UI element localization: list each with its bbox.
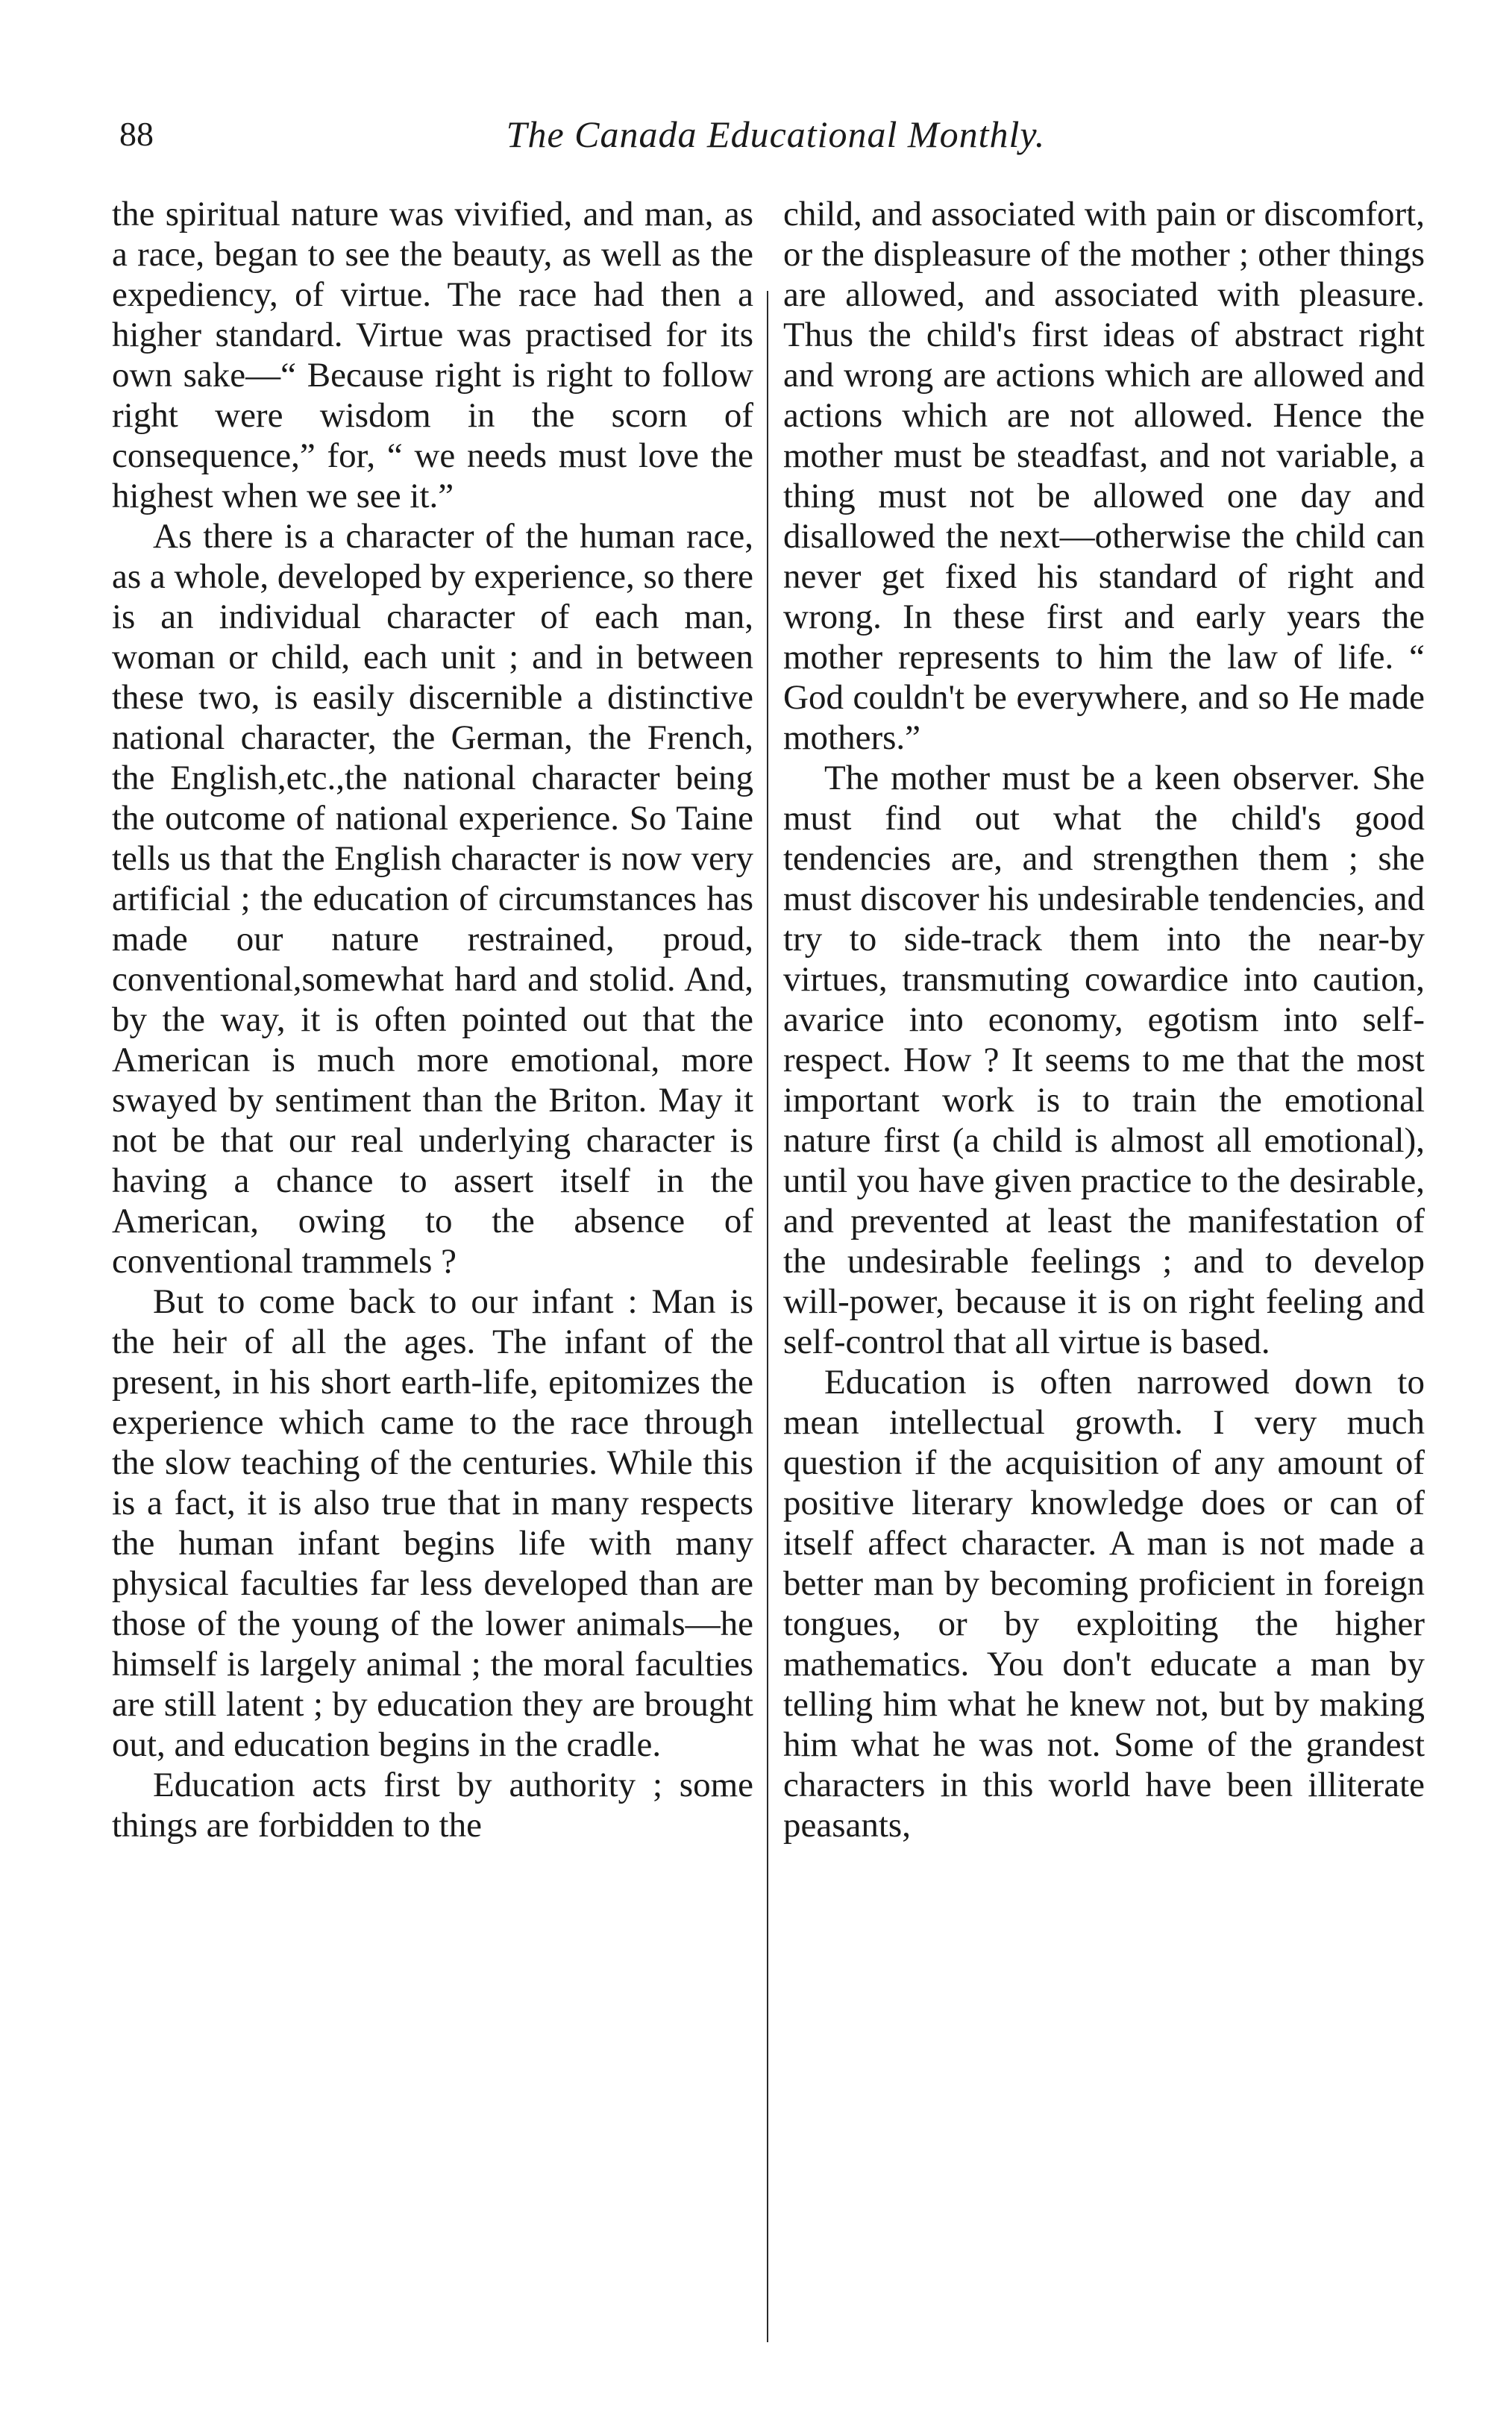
right-column bbox=[783, 194, 1425, 2283]
paragraph: the spiritual nature was vivified, and man, as a race, began to see the beauty, as well as the expediency, of virtue. The race had then a higher standard. Virtue was practised for its own sake—“ Because right is right to follow right were wisdom in the scorn of consequence,” for, “ we needs must love the highest when we see it.” bbox=[112, 195, 753, 515]
running-head bbox=[112, 104, 1440, 164]
left-column bbox=[112, 194, 753, 2283]
journal-title: The Canada Educational Monthly. bbox=[506, 113, 1046, 155]
paragraph: child, and associated with pain or discomfort, or the displeasure of the mother ; other things are allowed, and associated with pleasure. Thus the child's first ideas of abstract right and wrong are actions which are allowed and actions which are not allowed. Hence the mother must be steadfast, and not variable, a thing must not be allowed one day and disallowed the next—otherwise the child can never get fixed his standard of right and wrong. In these first and early years the mother represents to him the law of life. “ God couldn't be everywhere, and so He made mothers.” bbox=[783, 195, 1425, 757]
paragraph: But to come back to our infant : Man is the heir of all the ages. The infant of the present, in his short earth-life, epitomizes the experience which came to the race through the slow teaching of the centuries. While this is a fact, it is also true that in many respects the human infant begins life with many physical faculties far less developed than are those of the young of the lower animals—he himself is largely animal ; the moral faculties are still latent ; by education they are brought out, and education begins in the cradle. bbox=[112, 1282, 753, 1764]
paragraph: Education acts first by authority ; some things are forbidden to the bbox=[112, 1766, 753, 1845]
paragraph: As there is a character of the human race, as a whole, developed by experience, so there is an individual character of each man, woman or child, each unit ; and in between these two, is easily discernible a distinctive national character, the German, the French, the English,etc.,the national character being the outcome of national experience. So Taine tells us that the English character is now very artificial ; the education of circumstances has made our nature restrained, proud, conventional,somewhat hard and stolid. And, by the way, it is often pointed out that the American is much more emotional, more swayed by sentiment than the Briton. May it not be that our real underlying character is having a chance to assert itself in the American, owing to the absence of conventional trammels ? bbox=[112, 517, 753, 1281]
page-number: 88 bbox=[119, 115, 154, 153]
text-columns bbox=[112, 194, 1440, 2283]
column-divider bbox=[767, 291, 768, 2342]
book-page bbox=[112, 90, 1440, 2365]
paragraph: Education is often narrowed down to mean intellectual growth. I very much question if the acquisition of any amount of positive literary knowledge does or can of itself affect character. A man is not made a better man by becoming proficient in foreign tongues, or by exploiting the higher mathematics. You don't educate a man by telling him what he knew not, but by making him what he was not. Some of the grandest characters in this world have been illiterate peasants, bbox=[783, 1363, 1425, 1845]
paragraph: The mother must be a keen observer. She must find out what the child's good tendencies are, and strengthen them ; she must discover his undesirable tendencies, and try to side-track them into the near-by virtues, transmuting cowardice into caution, avarice into economy, egotism into self-respect. How ? It seems to me that the most important work is to train the emotional nature first (a child is almost all emotional), until you have given practice to the desirable, and prevented at least the manifestation of the undesirable feelings ; and to develop will-power, because it is on right feeling and self-control that all virtue is based. bbox=[783, 759, 1425, 1361]
